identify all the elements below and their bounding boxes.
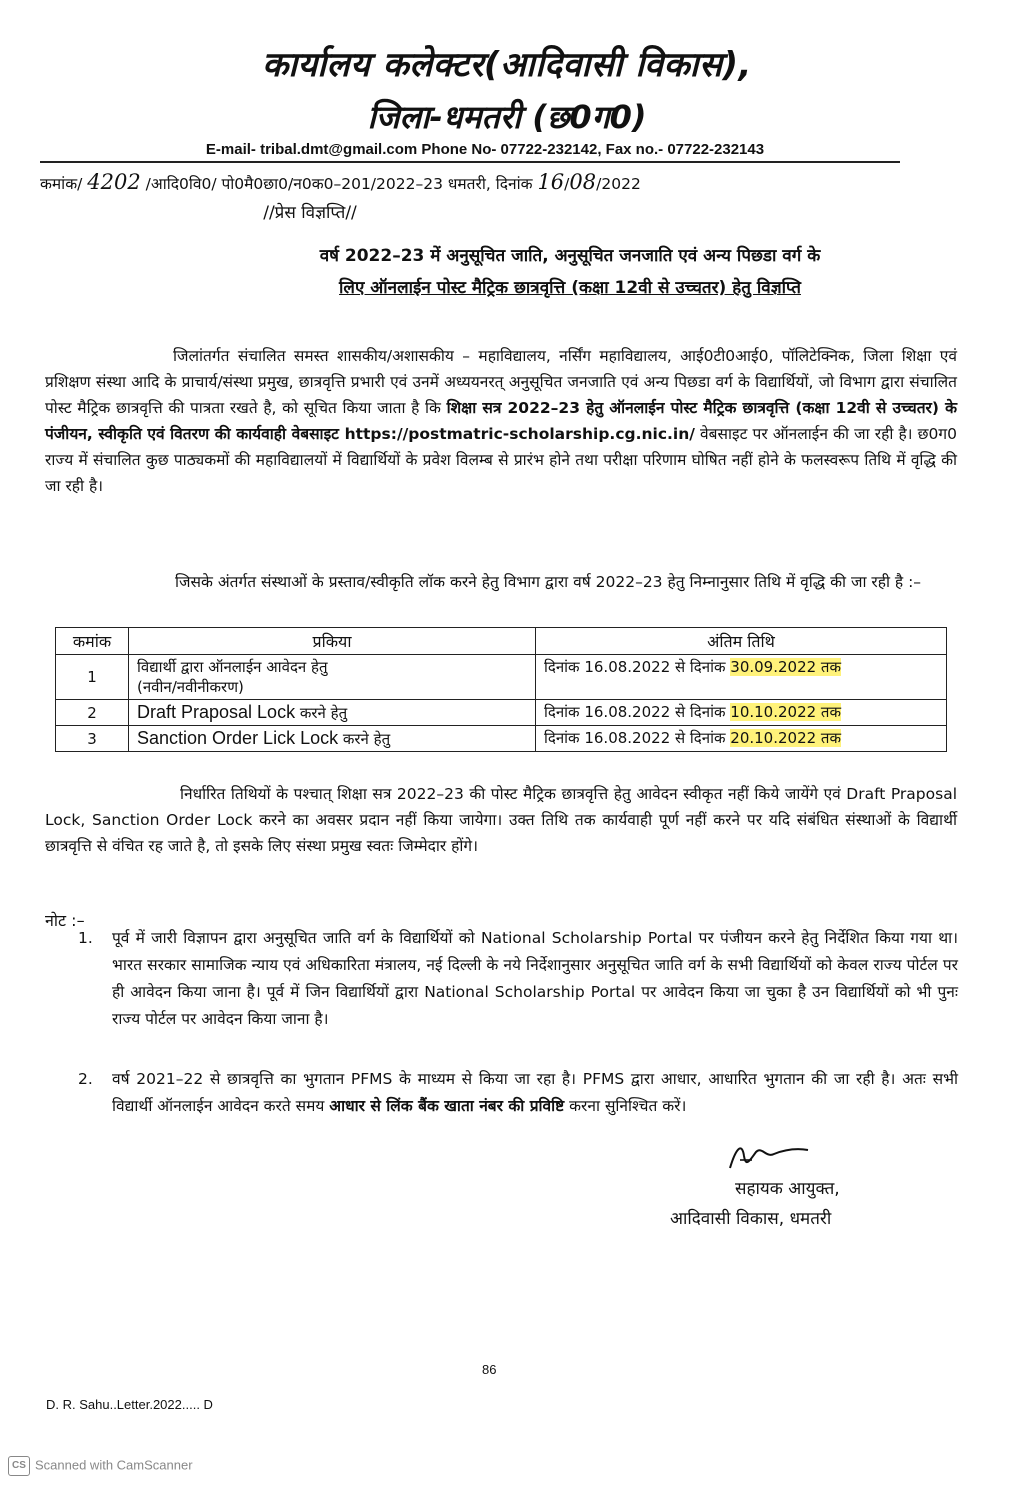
- paragraph-1: [45, 343, 957, 499]
- reference-line: कमांक/ 4202 /आदि0वि0/ पो0मै0छा0/न0क0–201/2022–23 धमतरी, दिनांक 16/08/2022: [40, 170, 641, 194]
- row-date-from: दिनांक 16.08.2022 से दिनांक: [544, 703, 726, 721]
- paragraph-3: निर्धारित तिथियों के पश्चात् शिक्षा सत्र 2022–23 की पोस्ट मैट्रिक छात्रवृत्ति हेतु आवेदन स्वीकृत नहीं किये जायेंगे एवं Draft Praposal Lock, Sanction Order Lock करने का अवसर प्रदान नहीं किया जायेगा। उक्त तिथि तक कार्यवाही पूर्ण नहीं करने पर यदि संबंधित संस्थाओं के विद्यार्थी छात्रवृत्ति से वंचित रह जाते है, तो इसके लिए संस्था प्रमुख स्वतः जिम्मेदार होंगे।: [45, 785, 957, 855]
- row-serial: 2: [56, 700, 129, 726]
- note2-text-a: वर्ष 2021–22 से छात्रवृत्ति का भुगतान PFMS के माध्यम से किया जा रहा है। PFMS द्वारा आधार, आधारित भुगतान की जा रही है। अतः सभी विद्यार्थी ऑनलाईन आवेदन करते समय: [112, 1070, 958, 1115]
- row-process-en: Sanction Order Lick Lock: [137, 728, 339, 748]
- row-process-hi: करने हेतु: [342, 730, 391, 748]
- row-date-from: दिनांक 16.08.2022 से दिनांक: [544, 729, 726, 747]
- press-note-heading: //प्रेस विज्ञप्ति//: [263, 203, 357, 223]
- ref-date-year: /2022: [596, 175, 641, 193]
- row-process-hi: करने हेतु: [299, 704, 348, 722]
- note-label: नोट :–: [45, 911, 85, 930]
- row-process-line-2: (नवीन/नवीनीकरण): [137, 678, 244, 696]
- district-title: जिला-धमतरी (छ0ग0): [367, 98, 647, 136]
- footer-reference: D. R. Sahu..Letter.2022..... D: [46, 1397, 213, 1412]
- para1-text-a: जिलांतर्गत संचालित समस्त शासकीय/अशासकीय – महाविद्यालय, नर्सिंग महाविद्यालय, आई0टी0आई0, पॉलिटेक्निक, जिला शिक्षा एवं प्रशिक्षण संस्था आदि के प्राचार्य/संस्था प्रमुख, छात्रवृत्ति प्रभारी एवं उनमें अध्ययनरत् अनुसूचित जनजाति एवं अन्य पिछडा वर्ग के विद्यार्थियों, जो विभाग द्वारा संचालित पोस्ट मैट्रिक छात्रवृत्ति की पात्रता रखते है, को सूचित किया जाता है कि: [45, 347, 957, 417]
- signatory-office: आदिवासी विकास, धमतरी: [670, 1209, 832, 1229]
- row-process-en: Draft Praposal Lock: [137, 702, 296, 722]
- row-date-to: 20.10.2022 तक: [730, 729, 842, 747]
- ref-number: 4202: [87, 170, 141, 194]
- note2-text-b: करना सुनिश्चित करें।: [569, 1097, 687, 1115]
- paragraph-2: जिसके अंतर्गत संस्थाओं के प्रस्ताव/स्वीकृति लॉक करने हेतु विभाग द्वारा वर्ष 2022–23 हेतु निम्नानुसार तिथि में वृद्धि की जा रही है :–: [175, 573, 922, 591]
- row-date: [536, 655, 947, 700]
- note-number: 1.: [78, 929, 93, 947]
- row-date: [536, 726, 947, 752]
- note2-text-bold: आधार से लिंक बैंक खाता नंबर की प्रविष्टि: [329, 1097, 565, 1115]
- page-number: 86: [482, 1362, 497, 1377]
- row-serial: 1: [56, 655, 129, 700]
- scanner-watermark: [8, 1456, 193, 1476]
- note-text: [112, 1066, 958, 1120]
- contact-line: E-mail- tribal.dmt@gmail.com Phone No- 07722-232142, Fax no.- 07722-232143: [205, 141, 765, 158]
- row-process-line-1: विद्यार्थी द्वारा ऑनलाईन आवेदन हेतु: [137, 658, 328, 676]
- row-date-from: दिनांक 16.08.2022 से दिनांक: [544, 658, 726, 676]
- scanner-text: Scanned with CamScanner: [35, 1457, 193, 1473]
- row-process: [129, 655, 536, 700]
- subject-line-2: लिए ऑनलाईन पोस्ट मैट्रिक छात्रवृत्ति (कक्षा 12वी से उच्चतर) हेतु विज्ञप्ति: [339, 278, 801, 298]
- table-row: [56, 655, 947, 700]
- row-process: [129, 726, 536, 752]
- subject-line-1: वर्ष 2022–23 में अनुसूचित जाति, अनुसूचित जनजाति एवं अन्य पिछडा वर्ग के: [319, 246, 821, 266]
- subject-heading: [180, 240, 960, 304]
- header-process: प्रकिया: [129, 628, 536, 655]
- ref-date-month: 08: [569, 170, 597, 194]
- table-row: [56, 726, 947, 752]
- table-row: [56, 700, 947, 726]
- office-title: कार्यालय कलेक्टर(आदिवासी विकास),: [262, 45, 752, 85]
- row-serial: 3: [56, 726, 129, 752]
- ref-middle: /आदि0वि0/ पो0मै0छा0/न0क0–201/2022–23 धमतरी, दिनांक: [145, 175, 533, 193]
- row-date-to: 30.09.2022 तक: [730, 658, 842, 676]
- para1-text-bold: शिक्षा सत्र 2022–23 हेतु ऑनलाईन पोस्ट मैट्रिक छात्रवृत्ति (कक्षा 12वी से उच्चतर) के पंजीयन, स्वीकृति एवं वितरण की कार्यवाही वेबसाइट https://postmatric-scholarship.cg.nic.in/: [45, 399, 957, 443]
- row-date-to: 10.10.2022 तक: [730, 703, 842, 721]
- row-process: [129, 700, 536, 726]
- ref-prefix: कमांक/: [40, 175, 83, 193]
- ref-date-day: 16: [537, 170, 565, 194]
- header-last-date: अंतिम तिथि: [536, 628, 947, 655]
- row-date: [536, 700, 947, 726]
- para1-text-b: वेबसाइट पर ऑनलाईन की जा रही है। छ0ग0 राज्य में संचालित कुछ पाठ्यकमों की महाविद्यालयों में विद्यार्थियों के प्रवेश विलम्ब से प्रारंभ होने तथा परीक्षा परिणाम घोषित नहीं होने के फलस्वरूप तिथि में वृद्धि की जा रही है।: [45, 425, 957, 495]
- dates-table: [55, 627, 947, 752]
- header-rule: [40, 161, 900, 163]
- signatory-designation: सहायक आयुक्त,: [735, 1179, 840, 1199]
- table-header-row: [56, 628, 947, 655]
- camscanner-logo-icon: CS: [8, 1456, 30, 1476]
- note-text: पूर्व में जारी विज्ञापन द्वारा अनुसूचित जाति वर्ग के विद्यार्थियों को National Scholarship Portal पर पंजीयन करने हेतु निर्देशित किया गया था। भारत सरकार सामाजिक न्याय एवं अधिकारिता मंत्रालय, नई दिल्ली के नये निर्देशानुसार अनुसूचित जाति वर्ग के सभी विद्यार्थियों को केवल राज्य पोर्टल पर ही आवेदन किया जाना है। पूर्व में जिन विद्यार्थियों द्वारा National Scholarship Portal पर आवेदन किया जा चुका है उन विद्यार्थियों को भी पुनः राज्य पोर्टल पर आवेदन किया जाना है।: [112, 929, 958, 1028]
- header-serial: कमांक: [56, 628, 129, 655]
- note-number: 2.: [78, 1070, 93, 1088]
- signature-scribble: [722, 1138, 812, 1174]
